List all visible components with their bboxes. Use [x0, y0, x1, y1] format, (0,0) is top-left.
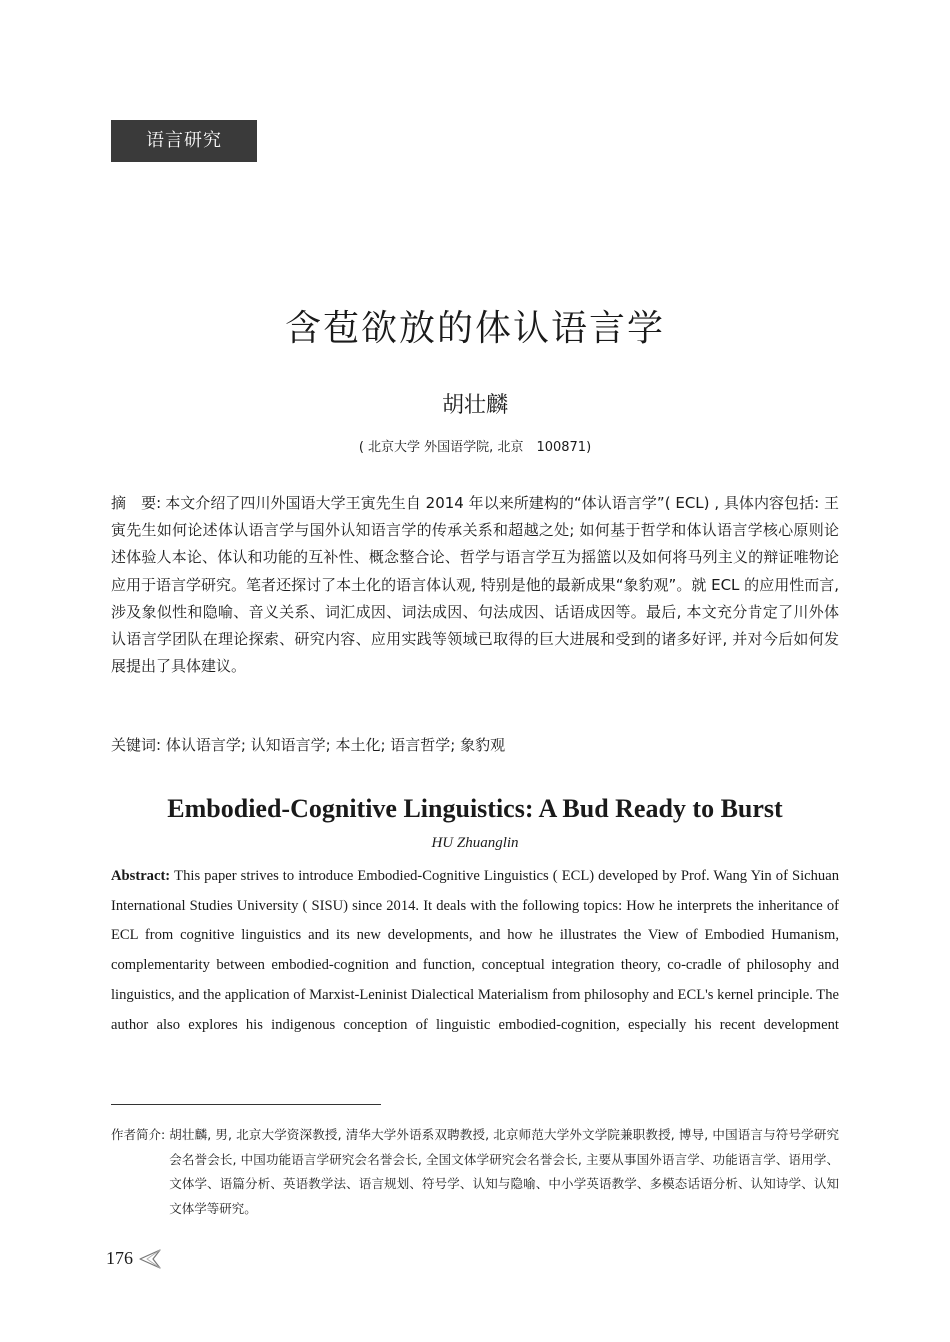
- keywords-cn-label: 关键词:: [111, 736, 162, 754]
- abstract-en: [111, 862, 839, 1040]
- abstract-cn: [111, 490, 839, 680]
- article-title-cn: 含苞欲放的体认语言学: [284, 308, 665, 349]
- keywords-cn-text: 体认语言学; 认知语言学; 本土化; 语言哲学; 象豹观: [165, 736, 506, 754]
- abstract-cn-label: 摘 要:: [111, 494, 162, 512]
- author-name-en: HU Zhuanglin: [431, 835, 519, 851]
- author-footnote: [111, 1123, 839, 1221]
- abstract-cn-text: 本文介绍了四川外国语大学王寅先生自 2014 年以来所建构的“体认语言学”( ECL) , 具体内容包括: 王寅先生如何论述体认语言学与国外认知语言学的传承关系和超越之处; 如何基于哲学和体认语言学核心原则论述体验人本论、体认和功能的互补性、概念整合论、哲学与语言学互为摇篮以及如何将马列主义的辩证唯物论应用于语言学研究。笔者还探讨了本土化的语言体认观, 特别是他的最新成果“象豹观”。就 ECL 的应用性而言, 涉及象似性和隐喻、音义关系、词汇成因、词法成因、句法成因、话语成因等。最后, 本文充分肯定了川外体认语言学团队在理论探索、研究内容、应用实践等领域已取得的巨大进展和受到的诸多好评, 并对今后如何发展提出了具体建议。: [111, 494, 839, 676]
- footnote-label: 作者简介:: [111, 1127, 166, 1142]
- page-number: 176: [106, 1248, 133, 1268]
- article-title-en: Embodied-Cognitive Linguistics: A Bud Ready to Burst: [167, 794, 783, 823]
- footnote-divider: [111, 1104, 381, 1105]
- keywords-cn: [111, 732, 839, 759]
- author-name-cn: 胡壮麟: [441, 393, 508, 418]
- left-arrow-icon: [138, 1249, 162, 1269]
- abstract-en-text: This paper strives to introduce Embodied-Cognitive Linguistics ( ECL) developed by Prof. Wang Yin of Sichuan International Studies University ( SISU) since 2014. It deals with the following topics: How he interprets the inheritance of ECL from cognitive linguistics and its new developments, and how he illustrates the View of Embodied Humanism, complementarity between embodied-cognition and function, conceptual integration theory, co-cradle of philosophy and linguistics, and the application of Marxist-Leninist Dialectical Materialism from philosophy and ECL's kernel principle. The author also explores his indigenous conception of linguistic embodied-cognition, especially his recent development: [111, 868, 839, 1033]
- footnote-text: 胡壮麟, 男, 北京大学资深教授, 清华大学外语系双聘教授, 北京师范大学外文学院兼职教授, 博导, 中国语言与符号学研究会名誉会长, 中国功能语言学研究会名誉会长, 全国文体学研究会名誉会长, 主要从事国外语言学、功能语言学、语用学、文体学、语篇分析、英语教学法、语言规划、符号学、认知与隐喻、中小学英语教学、多模态话语分析、认知诗学、认知文体学等研究。: [169, 1127, 839, 1216]
- abstract-en-label: Abstract:: [111, 868, 171, 884]
- author-affiliation: ( 北京大学 外国语学院, 北京 100871): [358, 440, 592, 455]
- section-tag: 语言研究: [111, 120, 257, 162]
